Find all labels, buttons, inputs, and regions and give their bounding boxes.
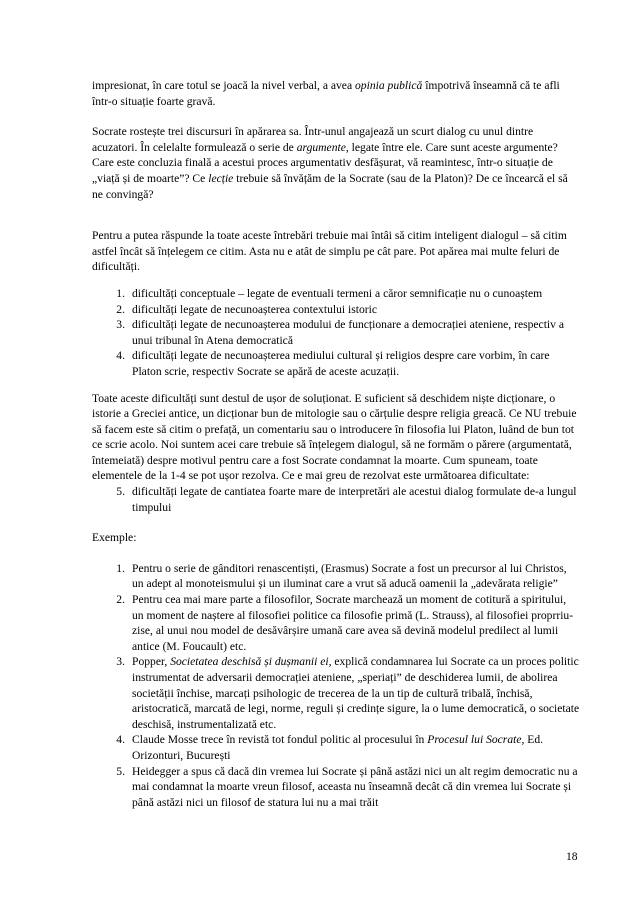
paragraph-2 xyxy=(92,124,580,202)
list-item-text: dificultăți legate de necunoașterea modului de funcționare a democrației ateniene, respectiv a unui tribunal în Atena democratică xyxy=(132,318,564,347)
list-item-text: dificultăți conceptuale – legate de eventuali termeni a căror semnificație nu o cunoaștem xyxy=(132,286,543,300)
list-number: 5. xyxy=(116,764,125,778)
examples-label: Exemple: xyxy=(92,531,137,545)
list-item-text xyxy=(132,732,580,763)
list-number: 2. xyxy=(116,302,125,316)
italic-text: argumente xyxy=(296,140,346,154)
text-run: impresionat, în care totul se joacă la nivel verbal, a avea xyxy=(92,79,355,92)
text-run: Pentru cea mai mare parte a filosofilor, Socrate marchează un moment de cotitură a spiritului, un moment de naștere al filosofiei politice ca filosofie primă (L. Strauss), al filosofiei proprriu-zise, al unui nou model de desăvârșire umană care avea să devină modelul predilect al lumii antice (M. Foucault) etc. xyxy=(132,593,574,653)
list-number: 2. xyxy=(116,593,125,607)
italic-text: Procesul lui Socrate, xyxy=(427,733,525,747)
list-number: 4. xyxy=(116,733,125,747)
list-item-text: dificultăți legate de cantiatea foarte mare de interpretări ale acestui dialog formulate de-a lungul timpului xyxy=(132,485,577,514)
list-item-text: dificultăți legate de necunoașterea contextului istoric xyxy=(132,302,377,316)
text-run: explică condamnarea lui Socrate ca un proces politic instrumentat de adversarii democrației ateniene, „speriați” de deschiderea lumii, de abolirea societății închise, marcați psihologic de trecerea de la un tip de cultură tribală, închisă, aristocratică, marcată de legi, norme, reguli și credințe sigure, la o lume democratică, o societate deschisă, instrumentalizată etc. xyxy=(132,655,580,731)
list-item xyxy=(92,302,580,318)
list-number: 4. xyxy=(116,349,125,363)
list-item xyxy=(92,764,580,811)
italic-text: opinia publică xyxy=(355,79,423,92)
list-item-text xyxy=(132,764,580,811)
list-item xyxy=(92,561,580,592)
text-run: Pentru o serie de gânditori renascentiști, (Erasmus) Socrate a fost un precursor al lui Christos, un adept al monoteismului și un iluminat care a vrut să aducă oamenii la „adevărata religie” xyxy=(132,561,567,591)
list-item-text xyxy=(132,654,580,732)
text-run: trebuie să învățăm de la Socrate (sau de la Platon)? De ce încearcă el să ne convingă? xyxy=(92,171,568,201)
list-item xyxy=(92,484,580,515)
list-item-text xyxy=(132,592,580,654)
list-item xyxy=(92,348,580,379)
list-item xyxy=(92,286,580,302)
paragraph-4: Toate aceste dificultăți sunt destul de ușor de soluționat. E suficient să deschidem niște dicționare, o istorie a Greciei antice, un dicționar bun de mitologie sau o cărțulie despre religia greacă. Ce NU trebuie să facem este să citim o prefață, un comentariu sau o introducere în filosofia lui Platon, luând de bun tot ce scrie acolo. Noi suntem acei care trebuie să înțelegem dialogul, să ne formăm o părere (argumentată, întemeiată) despre motivul pentru care a fost Socrate condamnat la moarte. Cum spuneam, toate elementele de la 1-4 se pot ușor rezolva. Ce e mai greu de rezolvat este următoarea dificultate: xyxy=(92,391,577,483)
list-number: 3. xyxy=(116,655,125,669)
paragraph-3: Pentru a putea răspunde la toate aceste întrebări trebuie mai întâi să citim inteligent dialogul – să citim astfel încât să înțelegem ce citim. Asta nu e atât de simplu pe cât pare. Pot apărea mai multe feluri de dificultăți. xyxy=(92,229,567,274)
text-run: Socrate rostește trei discursuri în apărarea sa. Într-unul angajează un scurt dialog cu unul dintre acuzatori. În celelalte formulează o serie de xyxy=(92,125,534,154)
examples-list xyxy=(92,561,580,811)
list-item xyxy=(92,592,580,654)
text-run: Heidegger a spus că dacă din vremea lui Socrate și până astăzi nici un alt regim democratic nu a mai condamnat la moarte vreun filosof, aceasta nu înseamnă decât că din vremea lui Socrate și până astăzi nici un filosof de statura lui nu a mai trăit xyxy=(132,764,578,809)
list-item-text xyxy=(132,561,580,592)
list-number: 1. xyxy=(116,561,125,575)
text-run: , legate între ele. Care sunt aceste argumente? Care este concluzia finală a acestui proces argumentativ desfășurat, vă reamintesc, într-o situație de „viață și de moarte”? Ce xyxy=(92,140,558,185)
list-number: 5. xyxy=(116,485,125,499)
list-number: 1. xyxy=(116,286,125,300)
text-run: Popper, xyxy=(132,655,171,669)
text-run: împotrivă înseamnă că te afli într-o situație foarte gravă. xyxy=(92,79,560,108)
page-body xyxy=(92,78,580,810)
list-item xyxy=(92,732,580,763)
list-item-text: dificultăți legate de necunoașterea mediului cultural și religios despre care vorbim, în care Platon scrie, respectiv Socrate se apără de aceste acuzații. xyxy=(132,349,550,378)
list-number: 3. xyxy=(116,318,125,332)
difficulties-list xyxy=(92,286,580,380)
text-run: Claude Mosse trece în revistă tot fondul politic al procesului în xyxy=(132,733,428,747)
paragraph-1 xyxy=(92,78,580,109)
page-number: 18 xyxy=(566,850,578,863)
text-run: Ed. Orizonturi, București xyxy=(132,733,544,762)
difficulty-5-list xyxy=(92,484,580,515)
italic-text: Societatea deschisă și dușmanii ei, xyxy=(170,655,332,669)
italic-text: lecție xyxy=(208,171,234,185)
list-item xyxy=(92,317,580,348)
list-item xyxy=(92,654,580,732)
